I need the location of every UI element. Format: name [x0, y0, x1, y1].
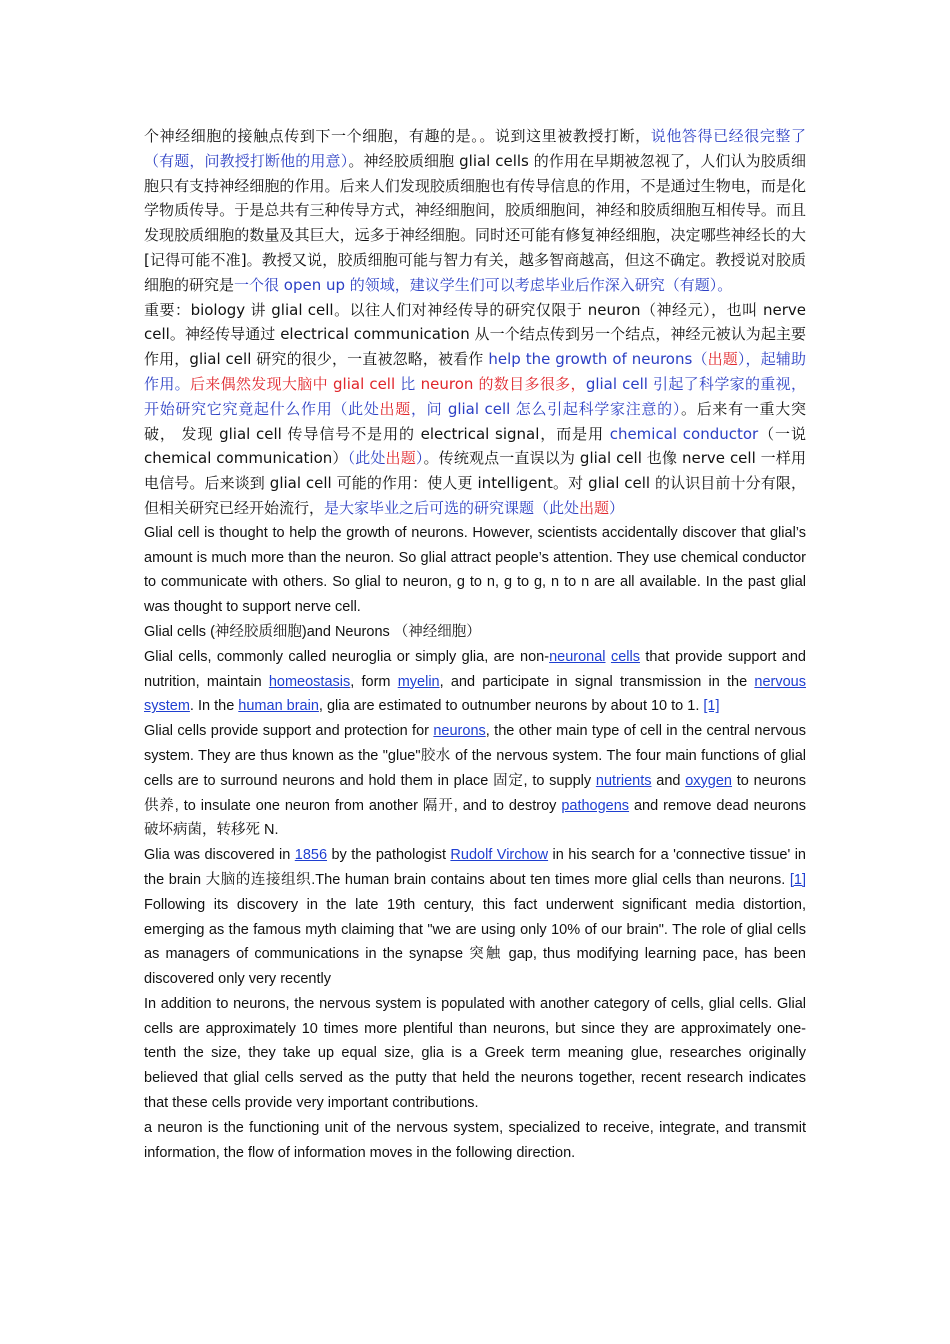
exam-marker: 出题: [579, 498, 610, 517]
text: 。后来有一重大突破， 发现 glial cell 传导信号不是用的 electrical signal，而是用: [144, 399, 806, 443]
document-page: [144, 124, 806, 1165]
highlight-text: help the growth of neurons: [488, 350, 693, 369]
exam-marker: 出题: [707, 350, 738, 369]
paragraph-glia-discovery: [144, 843, 806, 992]
link-nervous-system[interactable]: nervous system: [144, 673, 806, 715]
link-myelin[interactable]: myelin: [397, 673, 440, 690]
link-neurons[interactable]: neurons: [433, 723, 486, 740]
highlight-text: chemical conductor: [609, 424, 759, 443]
text: and remove dead neurons 破坏病菌，转移死 N.: [144, 797, 806, 839]
highlight-text: ），起辅助作用。: [144, 350, 806, 393]
text: 个神经细胞的接触点传到下一个细胞，有趣的是。。说到这里被教授打断，: [144, 127, 651, 145]
text: . In the: [189, 698, 239, 715]
highlight-text: 比: [395, 374, 421, 393]
highlight-text: 一个很 open up 的领域，建议学生们可以考虑毕业后作深入研究（有题）。: [234, 275, 733, 294]
highlight-text: 的数目多很多，: [473, 374, 586, 393]
citation-link[interactable]: [1]: [703, 698, 720, 715]
section-heading: Glial cells (神经胶质细胞)and Neurons （神经细胞）: [144, 623, 481, 640]
text: 。神经胶质细胞 glial cells 的作用在早期被忽视了，人们认为胶质细胞只有支持神经细胞的作用。后来人们发现胶质细胞也有传导信息的作用，不是通过生物电，而是化学物质传导。于是总共有三种传导方式，神经细胞间，胶质细胞间，神经和胶质细胞互相传导。而且发现胶质细胞的数量及其巨大，远多于神经细胞。同时还可能有修复神经细胞，决定哪些神经长的大[记得可能不准]。教授又说，胶质细胞可能与智力有关，越多智商越高，但这不确定。教授说对胶质细胞的研究是: [144, 151, 806, 294]
highlight-text: （此处: [347, 449, 386, 468]
link-cells[interactable]: cells: [610, 648, 640, 665]
highlight-text: 后来偶然发现大脑中: [189, 374, 334, 393]
link-rudolf-virchow[interactable]: Rudolf Virchow: [450, 847, 549, 864]
paragraph-glial-definition: [144, 645, 806, 719]
exam-marker: 出题: [385, 449, 416, 468]
text: 重要：biology 讲 glial cell。以往人们对神经传导的研究仅限于 neuron（神经元），也叫 nerve cell。神经传导通过 electrical communication 从一个结点传到另一个结点，神经元被认为起主要作用，glial cell 研究的很少，一直被忽略，被看作: [144, 300, 806, 369]
text: 。传统观点一直误以为 glial cell 也像 nerve cell 一样用电信号。后来谈到 glial cell 可能的作用：使人更 intelligent。对 glial cell 的认识目前十分有限，但相关研究已经开始流行，: [144, 449, 806, 517]
text: Glial cells, commonly called neuroglia or simply glia, are non-: [144, 648, 550, 665]
text: , the other main type of cell in the central nervous system. They are thus known as the "glue"胶水 of the nervous system. The four main functions of glial cells are to surround neurons and hold them in place 固定, to supply: [144, 723, 806, 789]
citation-link[interactable]: [1]: [789, 871, 806, 888]
text: Glial cells provide support and protection for: [144, 723, 434, 740]
text: （一说 chemical communication）: [144, 424, 806, 468]
highlight-text: glial cell 引起了科学家的重视，开始研究它究竟起什么作用（此处: [144, 374, 806, 418]
highlight-text: glial cell: [333, 374, 396, 393]
highlight-text: 是大家毕业之后可选的研究课题（此处: [324, 498, 580, 517]
link-homeostasis[interactable]: homeostasis: [268, 673, 351, 690]
text: that provide support and nutrition, maintain: [144, 648, 806, 690]
link-human-brain[interactable]: human brain: [238, 698, 319, 715]
exam-marker: 出题: [379, 399, 411, 418]
text: by the pathologist: [327, 847, 451, 864]
link-nutrients[interactable]: nutrients: [595, 772, 652, 789]
text: , form: [350, 673, 398, 690]
text: , and participate in signal transmission in the: [439, 673, 755, 690]
paragraph-neuron-definition: a neuron is the functioning unit of the nervous system, specialized to receive, integrate, and transmit information, the flow of information moves in the following direction.: [144, 1119, 806, 1161]
link-1856[interactable]: 1856: [294, 847, 328, 864]
paragraph-glial-size: In addition to neurons, the nervous system is populated with another category of cells, glial cells. Glial cells are approximately 10 times more plentiful than neurons, but since they are approximately one-tenth the size, they take up equal size, glia is a Greek term meaning glue, researches originally believed that glial cells served as the putty that held the neurons together, recent research indicates that these cells provide very important contributions.: [144, 995, 806, 1112]
paragraph-glial-summary: Glial cell is thought to help the growth of neurons. However, scientists accidentally discover that glial’s amount is much more than the neuron. So glial attract people’s attention. They use chemical conductor to communicate with others. So glial to neuron, g to n, g to g, n to n are all available. In the past glial was thought to support nerve cell.: [144, 524, 806, 616]
highlight-text: neuron: [420, 374, 474, 393]
highlight-text: ，问 glial cell 怎么引起科学家注意的）: [410, 399, 682, 418]
paragraph-important-glial: [144, 298, 806, 521]
text: in his search for a 'connective tissue' in the brain 大脑的连接组织.The human brain contains about ten times more glial cells than neurons.: [144, 847, 806, 888]
link-pathogens[interactable]: pathogens: [561, 797, 630, 814]
paragraph-professor-interrupt: [144, 124, 806, 298]
highlight-text: ）: [415, 449, 424, 468]
highlight-text: 说他答得已经很完整了（有题，问教授打断他的用意）: [144, 127, 806, 170]
link-oxygen[interactable]: oxygen: [685, 772, 732, 789]
text: Glia was discovered in: [144, 847, 295, 864]
highlight-text: （: [692, 350, 708, 369]
highlight-text: ）: [609, 498, 625, 517]
text: , glia are estimated to outnumber neurons by about 10 to 1.: [318, 698, 704, 715]
text: to neurons 供养, to insulate one neuron from another 隔开, and to destroy: [144, 772, 806, 814]
link-neuronal[interactable]: neuronal: [549, 648, 606, 665]
text: Following its discovery in the late 19th century, this fact underwent significant media distortion, emerging as the famous myth claiming that "we are using only 10% of our brain". The role of glial cells as managers of communications in the synapse 突触 gap, thus modifying learning pace, has been discovered only very recently: [144, 896, 806, 988]
paragraph-glial-functions: [144, 719, 806, 843]
text: and: [651, 772, 686, 789]
